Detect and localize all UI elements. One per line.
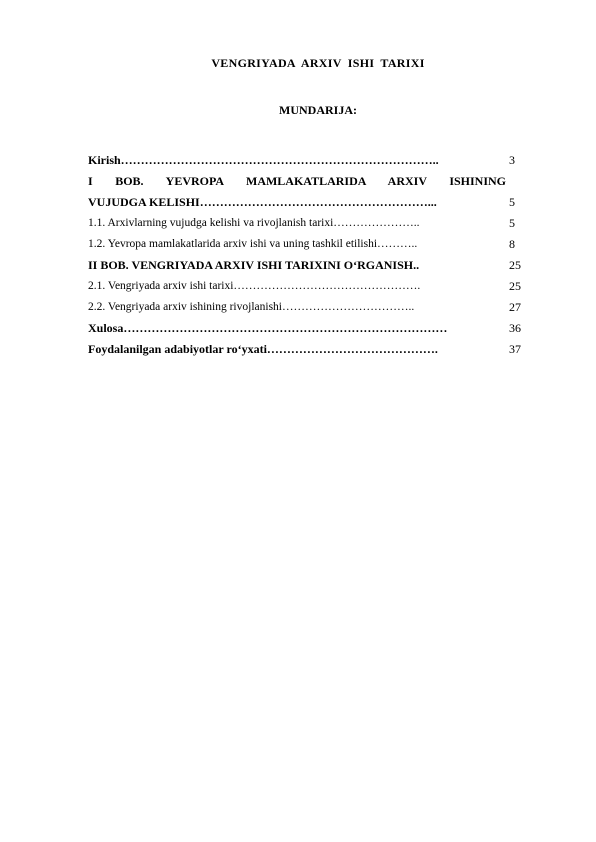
toc-entry-text: II BOB. VENGRIYADA ARXIV ISHI TARIXINI O‘RGANISH.. [88, 258, 420, 272]
toc-entry-section-2-2[interactable] [88, 297, 520, 318]
toc-heading: MUNDARIJA: [279, 103, 357, 117]
toc-entry-bibliography[interactable] [88, 339, 520, 360]
toc-entry-chapter-1-line-2[interactable] [88, 192, 520, 213]
toc-page-number: 25 [509, 258, 521, 272]
toc-entry-text: 1.2. Yevropa mamlakatlarida arxiv ishi va uning tashkil etilishi……….. [88, 238, 418, 250]
toc-entry-chapter-1-line-1[interactable] [88, 171, 520, 192]
toc-page-number: 8 [509, 237, 515, 251]
toc-entry-text: 2.2. Vengriyada arxiv ishining rivojlanishi…………………………….. [88, 301, 415, 313]
toc-page-number: 36 [509, 321, 521, 335]
toc-page-number: 37 [509, 342, 521, 356]
toc-entry-text: Kirish…………………………………………………………………….. [88, 153, 439, 167]
toc-page-number: 27 [509, 300, 521, 314]
toc-entry-text: 2.1. Vengriyada arxiv ishi tarixi…………………………………………. [88, 280, 421, 292]
toc-entry-section-1-2[interactable] [88, 234, 520, 255]
toc-entry-text: VUJUDGA KELISHI…………………………………………………... [88, 195, 437, 209]
toc-entry-section-1-1[interactable] [88, 213, 520, 234]
toc-entry-text: Foydalanilgan adabiyotlar ro‘yxati……………………………………. [88, 342, 438, 356]
toc-entry-xulosa[interactable] [88, 318, 520, 339]
toc-entry-chapter-2[interactable] [88, 255, 520, 276]
toc-page-number: 5 [509, 195, 515, 209]
toc-entry-text: Xulosa……………………………………………………………………… [88, 321, 448, 335]
toc-page-number: 5 [509, 216, 515, 230]
toc-entry-text: 1.1. Arxivlarning vujudga kelishi va rivojlanish tarixi………………….. [88, 217, 420, 229]
toc-page-number: 25 [509, 279, 521, 293]
toc-page-number: 3 [509, 153, 515, 167]
document-title: VENGRIYADA ARXIV ISHI TARIXI [211, 56, 425, 70]
table-of-contents [88, 150, 520, 360]
toc-entry-section-2-1[interactable] [88, 276, 520, 297]
toc-entry-kirish[interactable] [88, 150, 520, 171]
toc-entry-text: I BOB. YEVROPA MAMLAKATLARIDA ARXIV ISHINING [88, 174, 506, 188]
